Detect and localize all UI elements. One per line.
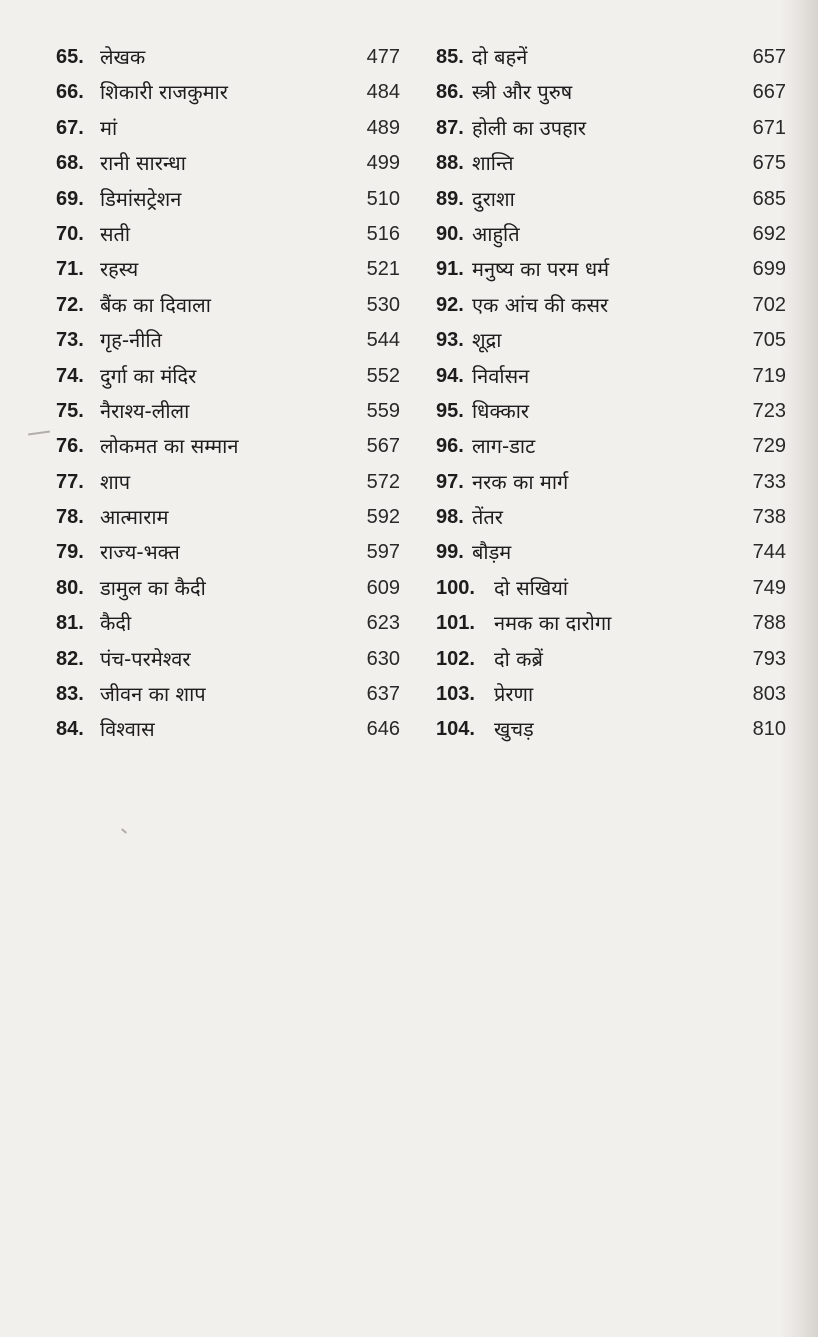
toc-entry	[56, 677, 400, 712]
entry-number: 75.	[56, 399, 84, 422]
entry-title: दो सखियां	[494, 575, 568, 600]
toc-entry	[436, 465, 786, 500]
entry-title: नमक का दारोगा	[494, 611, 612, 636]
entry-page: 559	[366, 399, 400, 422]
entry-number: 88.	[436, 152, 464, 175]
entry-title: सती	[100, 221, 131, 246]
toc-right-column	[436, 40, 786, 748]
toc-entry	[56, 465, 400, 500]
toc-entry	[56, 288, 400, 323]
entry-number: 76.	[56, 435, 84, 458]
entry-title: शूद्रा	[472, 328, 502, 353]
entry-page: 729	[752, 435, 786, 458]
entry-title: शिकारी राजकुमार	[100, 80, 228, 105]
entry-title: रानी सारन्धा	[100, 151, 186, 176]
entry-number: 98.	[436, 506, 464, 529]
entry-page: 521	[366, 258, 400, 281]
entry-title: आत्माराम	[100, 505, 169, 530]
entry-page: 592	[366, 506, 400, 529]
entry-number: 97.	[436, 470, 464, 493]
toc-entry	[56, 606, 400, 641]
entry-number: 89.	[436, 187, 464, 210]
entry-page: 484	[366, 81, 400, 104]
entry-number: 82.	[56, 647, 84, 670]
entry-title: निर्वासन	[472, 363, 530, 388]
toc-entry	[56, 642, 400, 677]
entry-title: दो कब्रें	[494, 646, 543, 671]
entry-page: 510	[366, 187, 400, 210]
toc-entry	[436, 288, 786, 323]
entry-number: 68.	[56, 152, 84, 175]
toc-entry	[436, 323, 786, 358]
entry-number: 69.	[56, 187, 84, 210]
toc-entry	[56, 429, 400, 464]
entry-number: 78.	[56, 506, 84, 529]
entry-title: आहुति	[472, 221, 520, 246]
entry-number: 86.	[436, 81, 464, 104]
toc-entry	[56, 75, 400, 110]
entry-title: तेंतर	[472, 505, 503, 530]
entry-page: 552	[366, 364, 400, 387]
toc-entry	[436, 146, 786, 181]
entry-number: 93.	[436, 329, 464, 352]
toc-entry	[436, 111, 786, 146]
entry-page: 567	[366, 435, 400, 458]
entry-title: जीवन का शाप	[100, 682, 206, 707]
entry-number: 71.	[56, 258, 84, 281]
entry-page: 749	[752, 576, 786, 599]
entry-number: 94.	[436, 364, 464, 387]
entry-number: 67.	[56, 116, 84, 139]
entry-number: 80.	[56, 576, 84, 599]
entry-page: 489	[366, 116, 400, 139]
entry-title: गृह-नीति	[100, 328, 162, 353]
entry-page: 609	[366, 576, 400, 599]
entry-number: 79.	[56, 541, 84, 564]
entry-number: 104.	[436, 718, 475, 741]
entry-number: 95.	[436, 399, 464, 422]
entry-number: 103.	[436, 683, 475, 706]
entry-title: धिक्कार	[472, 398, 530, 423]
toc-entry	[436, 429, 786, 464]
entry-page: 630	[366, 647, 400, 670]
entry-page: 477	[366, 46, 400, 68]
entry-page: 685	[752, 187, 786, 210]
entry-number: 85.	[436, 46, 464, 68]
toc-entry	[436, 677, 786, 712]
entry-page: 733	[752, 470, 786, 493]
entry-page: 530	[366, 293, 400, 316]
entry-title: डामुल का कैदी	[100, 575, 206, 600]
toc-entry	[436, 642, 786, 677]
entry-page: 788	[752, 612, 786, 635]
entry-number: 100.	[436, 576, 475, 599]
entry-number: 90.	[436, 222, 464, 245]
entry-page: 738	[752, 506, 786, 529]
entry-title: डिमांसट्रेशन	[100, 186, 182, 211]
entry-number: 83.	[56, 683, 84, 706]
toc-entry	[56, 252, 400, 287]
entry-title: प्रेरणा	[494, 682, 534, 707]
entry-number: 66.	[56, 81, 84, 104]
toc-entry	[56, 323, 400, 358]
entry-title: लोकमत का सम्मान	[100, 434, 239, 459]
entry-title: स्त्री और पुरुष	[472, 80, 573, 105]
toc-entry	[436, 535, 786, 570]
toc-entry	[436, 217, 786, 252]
entry-title: नैराश्य-लीला	[100, 398, 190, 423]
entry-title: नरक का मार्ग	[472, 469, 569, 494]
entry-title: शाप	[100, 469, 131, 494]
toc-entry	[436, 40, 786, 75]
entry-page: 810	[752, 718, 786, 741]
entry-page: 675	[752, 152, 786, 175]
toc-entry	[436, 394, 786, 429]
toc-entry	[56, 359, 400, 394]
toc-entry	[436, 712, 786, 747]
entry-title: दुराशा	[472, 186, 515, 211]
entry-title: खुचड़	[494, 717, 534, 742]
entry-title: एक आंच की कसर	[472, 292, 609, 317]
toc-entry	[56, 217, 400, 252]
toc-entry	[436, 75, 786, 110]
entry-number: 102.	[436, 647, 475, 670]
entry-number: 84.	[56, 718, 84, 741]
entry-page: 803	[752, 683, 786, 706]
entry-number: 99.	[436, 541, 464, 564]
entry-title: विश्वास	[100, 717, 155, 742]
entry-number: 65.	[56, 46, 84, 68]
entry-page: 646	[366, 718, 400, 741]
toc-entry	[56, 535, 400, 570]
entry-page: 671	[752, 116, 786, 139]
entry-page: 499	[366, 152, 400, 175]
entry-page: 719	[752, 364, 786, 387]
entry-title: बैंक का दिवाला	[100, 292, 211, 317]
entry-title: पंच-परमेश्वर	[100, 646, 191, 671]
entry-number: 87.	[436, 116, 464, 139]
entry-page: 699	[752, 258, 786, 281]
toc-entry	[56, 571, 400, 606]
entry-page: 705	[752, 329, 786, 352]
toc-entry	[436, 500, 786, 535]
entry-title: शान्ति	[472, 151, 514, 176]
entry-title: कैदी	[100, 611, 132, 636]
entry-number: 96.	[436, 435, 464, 458]
entry-page: 623	[366, 612, 400, 635]
entry-page: 723	[752, 399, 786, 422]
toc-entry	[436, 359, 786, 394]
toc-entry	[56, 111, 400, 146]
toc-entry	[56, 146, 400, 181]
entry-page: 692	[752, 222, 786, 245]
entry-page: 544	[366, 329, 400, 352]
entry-number: 72.	[56, 293, 84, 316]
entry-number: 74.	[56, 364, 84, 387]
entry-title: राज्य-भक्त	[100, 540, 180, 565]
entry-title: बौड़म	[472, 540, 512, 565]
entry-title: मनुष्य का परम धर्म	[472, 257, 610, 282]
entry-page: 744	[752, 541, 786, 564]
toc-entry	[436, 182, 786, 217]
entry-page: 516	[366, 222, 400, 245]
entry-page: 702	[752, 293, 786, 316]
entry-title: होली का उपहार	[472, 115, 587, 140]
entry-title: लाग-डाट	[472, 434, 536, 459]
entry-number: 73.	[56, 329, 84, 352]
toc-entry	[436, 252, 786, 287]
toc-entry	[56, 394, 400, 429]
entry-title: रहस्य	[100, 257, 139, 282]
entry-page: 597	[366, 541, 400, 564]
entry-title: लेखक	[100, 45, 146, 69]
entry-number: 92.	[436, 293, 464, 316]
entry-number: 101.	[436, 612, 475, 635]
entry-title: मां	[100, 115, 118, 140]
entry-title: दो बहनें	[472, 45, 528, 69]
entry-page: 572	[366, 470, 400, 493]
entry-page: 793	[752, 647, 786, 670]
pen-dot-mark	[121, 828, 127, 833]
toc-entry	[436, 571, 786, 606]
toc-left-column	[56, 40, 400, 748]
toc-entry	[56, 500, 400, 535]
entry-number: 91.	[436, 258, 464, 281]
entry-number: 70.	[56, 222, 84, 245]
toc-entry	[436, 606, 786, 641]
entry-number: 81.	[56, 612, 84, 635]
entry-title: दुर्गा का मंदिर	[100, 363, 197, 388]
toc-entry	[56, 40, 400, 75]
entry-page: 637	[366, 683, 400, 706]
entry-page: 657	[752, 46, 786, 68]
pen-stroke-mark	[28, 430, 50, 435]
entry-page: 667	[752, 81, 786, 104]
entry-number: 77.	[56, 470, 84, 493]
toc-entry	[56, 712, 400, 747]
toc-entry	[56, 182, 400, 217]
